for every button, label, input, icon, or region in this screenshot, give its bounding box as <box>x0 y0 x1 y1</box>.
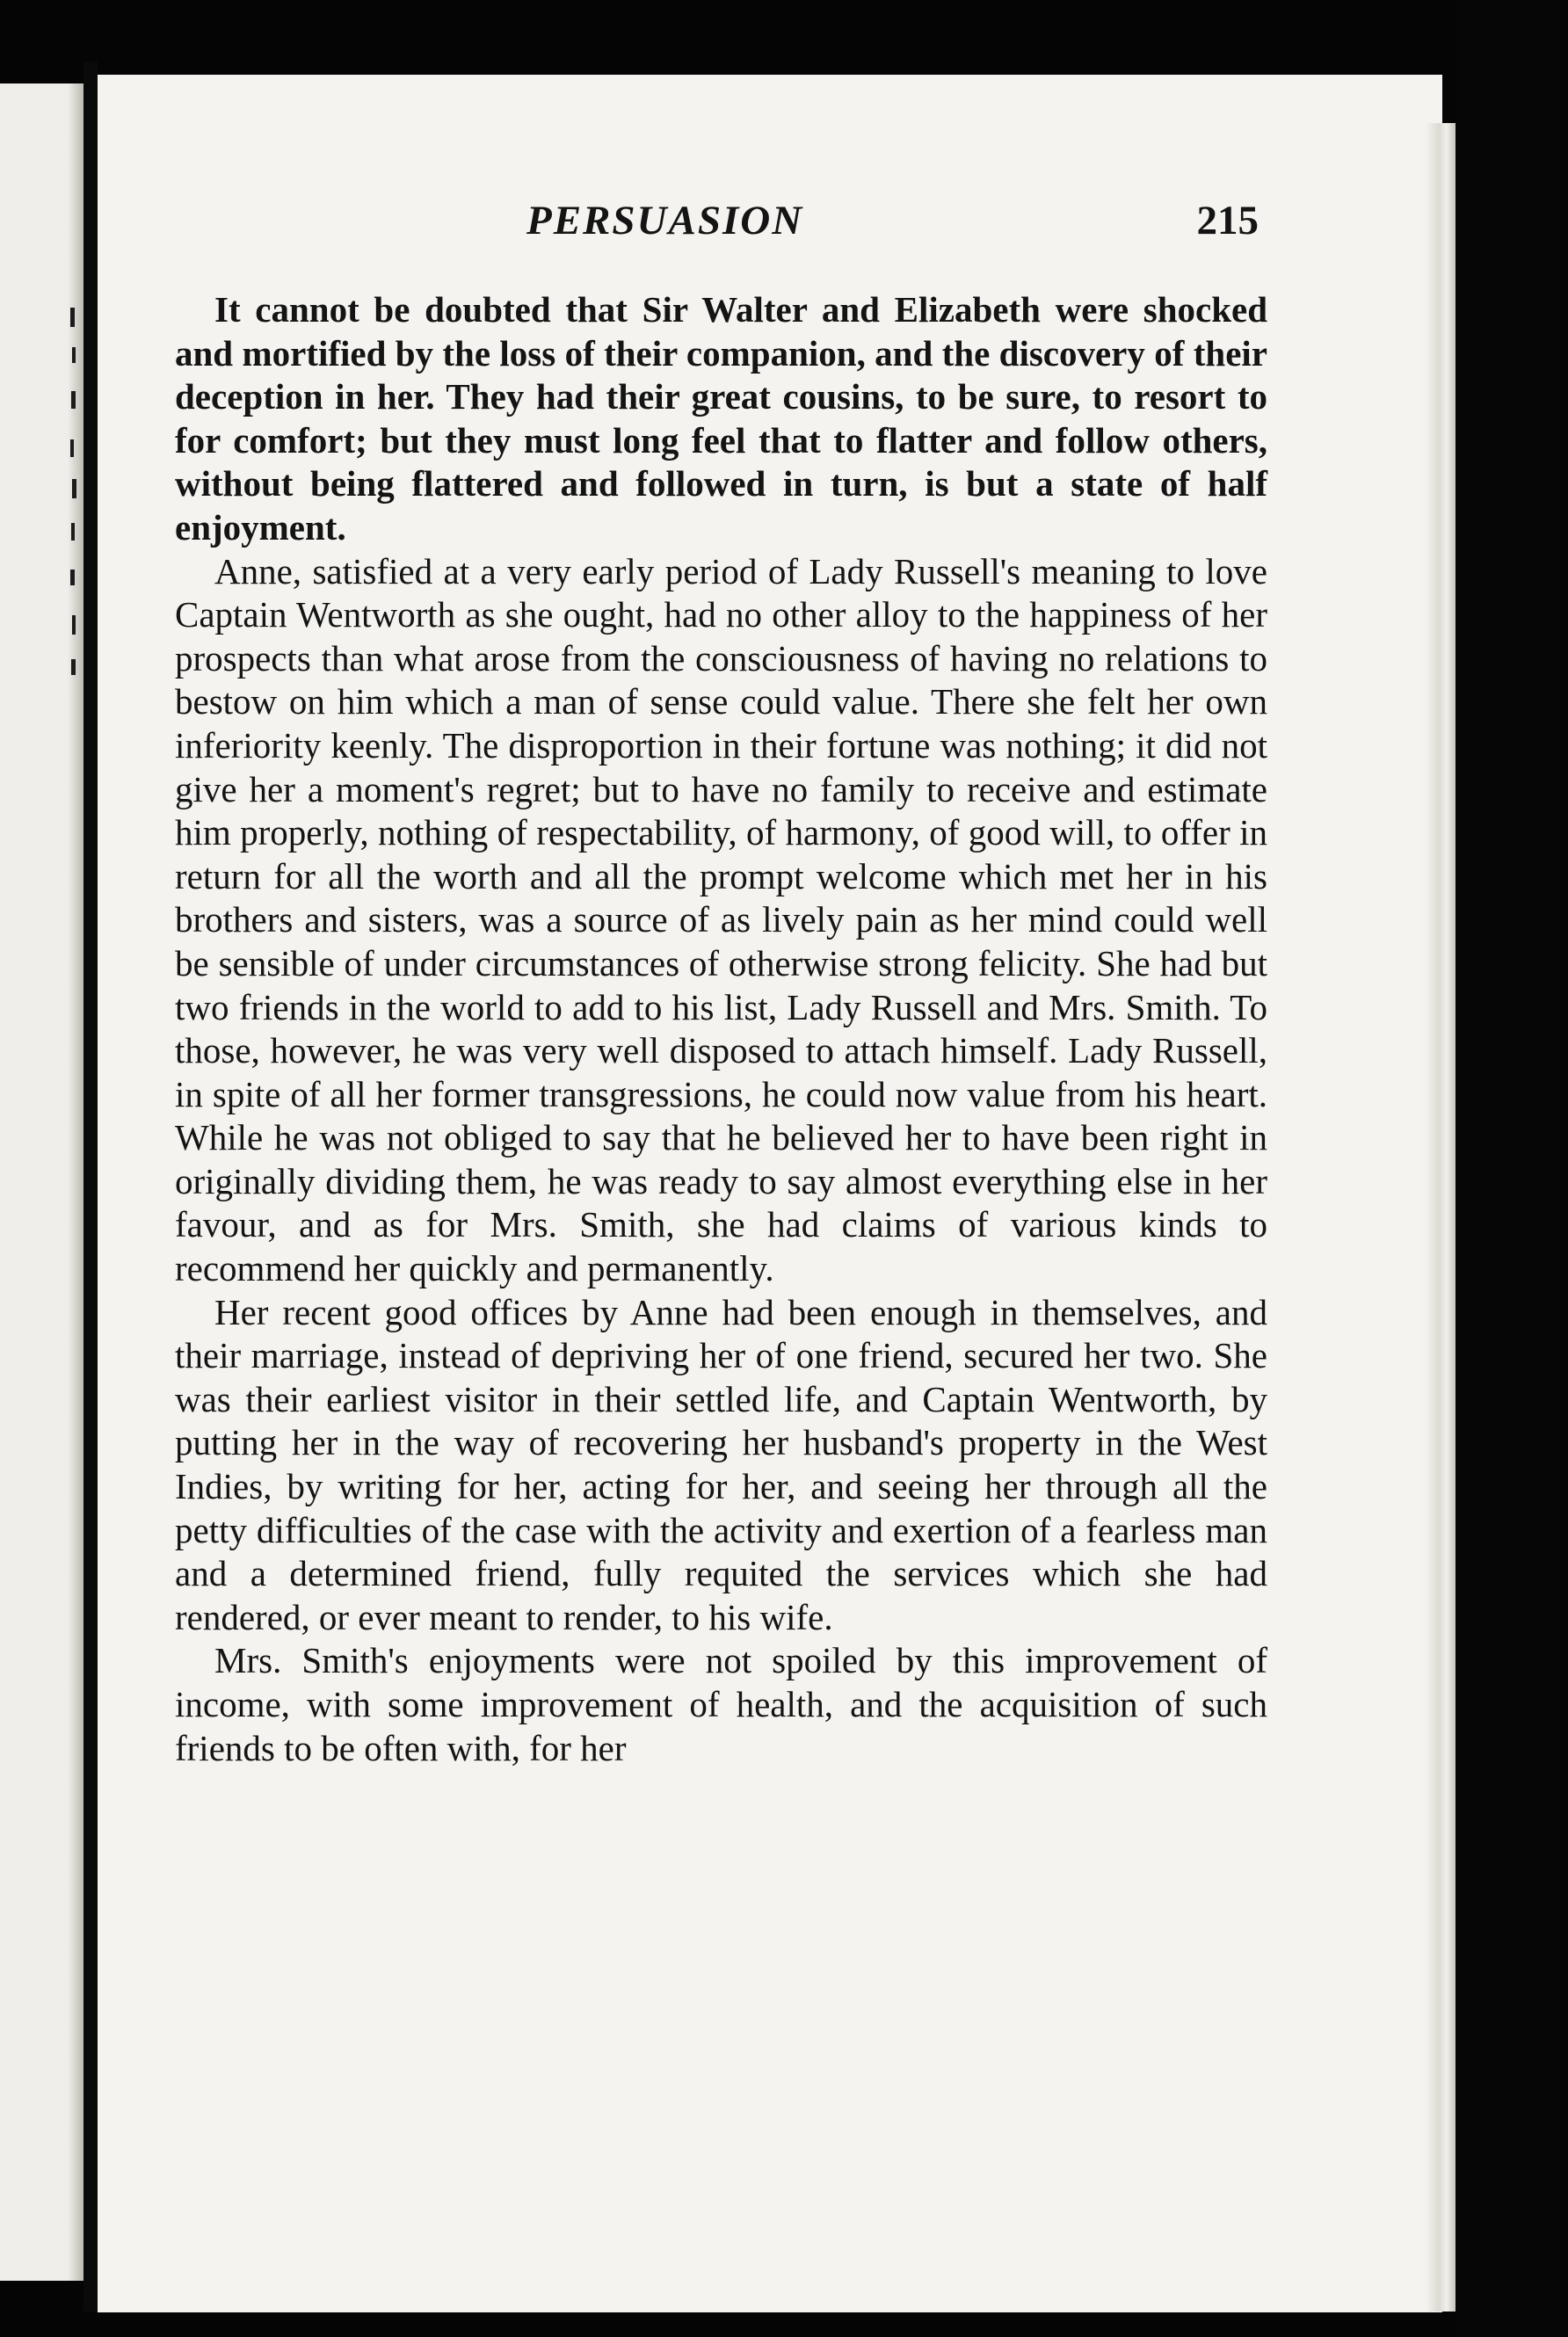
left-page-text-fragment <box>72 479 76 498</box>
left-page-text-fragment <box>72 615 76 635</box>
left-page-edge <box>0 83 83 2281</box>
left-page-text-fragment <box>71 659 76 675</box>
body-text <box>175 288 1267 1770</box>
scan-background <box>1455 0 1568 2337</box>
book-spine <box>83 62 98 2312</box>
page-number: 215 <box>1196 198 1259 243</box>
left-page-text-fragment <box>70 570 75 585</box>
gutter-shadow <box>68 83 83 2281</box>
paragraph: Her recent good offices by Anne had been enough in themselves, and their marriage, instead of depriving her of one friend, secured her two. She was their earliest visitor in their settled life, and Captain Wentworth, by putting her in the way of recovering her husband's property in the West Indies, by writing for her, acting for her, and seeing her through all the petty difficulties of the case with the activity and exertion of a fearless man and a determined friend, fully requited the services which she had rendered, or ever meant to render, to his wife. <box>175 1291 1267 1637</box>
left-page-text-fragment <box>70 439 74 457</box>
running-head <box>175 192 1267 262</box>
left-page-text-fragment <box>71 523 75 541</box>
page-stack-edge <box>1426 123 1455 2312</box>
paragraph: Anne, satisfied at a very early period of Lady Russell's meaning to love Captain Wentworth as she ought, had no other alloy to the happiness of her prospects than what arose from the consciousness of having no relations to bestow on him which a man of sense could value. There she felt her own inferiority keenly. The disproportion in their fortune was nothing; it did not give her a moment's regret; but to have no family to receive and estimate him properly, nothing of respectability, of harmony, of good will, to offer in return for all the worth and all the prompt welcome which met her in his brothers and sisters, was a source of as lively pain as her mind could well be sensible of under circumstances of otherwise strong felicity. She had but two friends in the world to add to his list, Lady Russell and Mrs. Smith. To those, however, he was very well disposed to attach himself. Lady Russell, in spite of all her former transgressions, he could now value from his heart. While he was not obliged to say that he believed her to have been right in originally dividing them, he was ready to say almost everything else in her favour, and as for Mrs. Smith, she had claims of various kinds to recommend her quickly and permanently. <box>175 550 1267 1289</box>
left-page-text-fragment <box>70 308 75 327</box>
left-page-text-fragment <box>72 347 76 363</box>
book-title: PERSUASION <box>526 198 804 243</box>
left-page-text-fragment <box>71 391 76 409</box>
paragraph: It cannot be doubted that Sir Walter and Elizabeth were shocked and mortified by the loss of their companion, and the discovery of their deception in her. They had their great cousins, to be sure, to resort to for comfort; but they must long feel that to flatter and follow others, without being flattered and followed in turn, is but a state of half enjoyment. <box>175 289 1267 548</box>
page-text-block <box>175 192 1267 1770</box>
paragraph: Mrs. Smith's enjoyments were not spoiled by this improvement of income, with some improvement of health, and the acquisition of such friends to be often with, for her <box>175 1640 1267 1768</box>
